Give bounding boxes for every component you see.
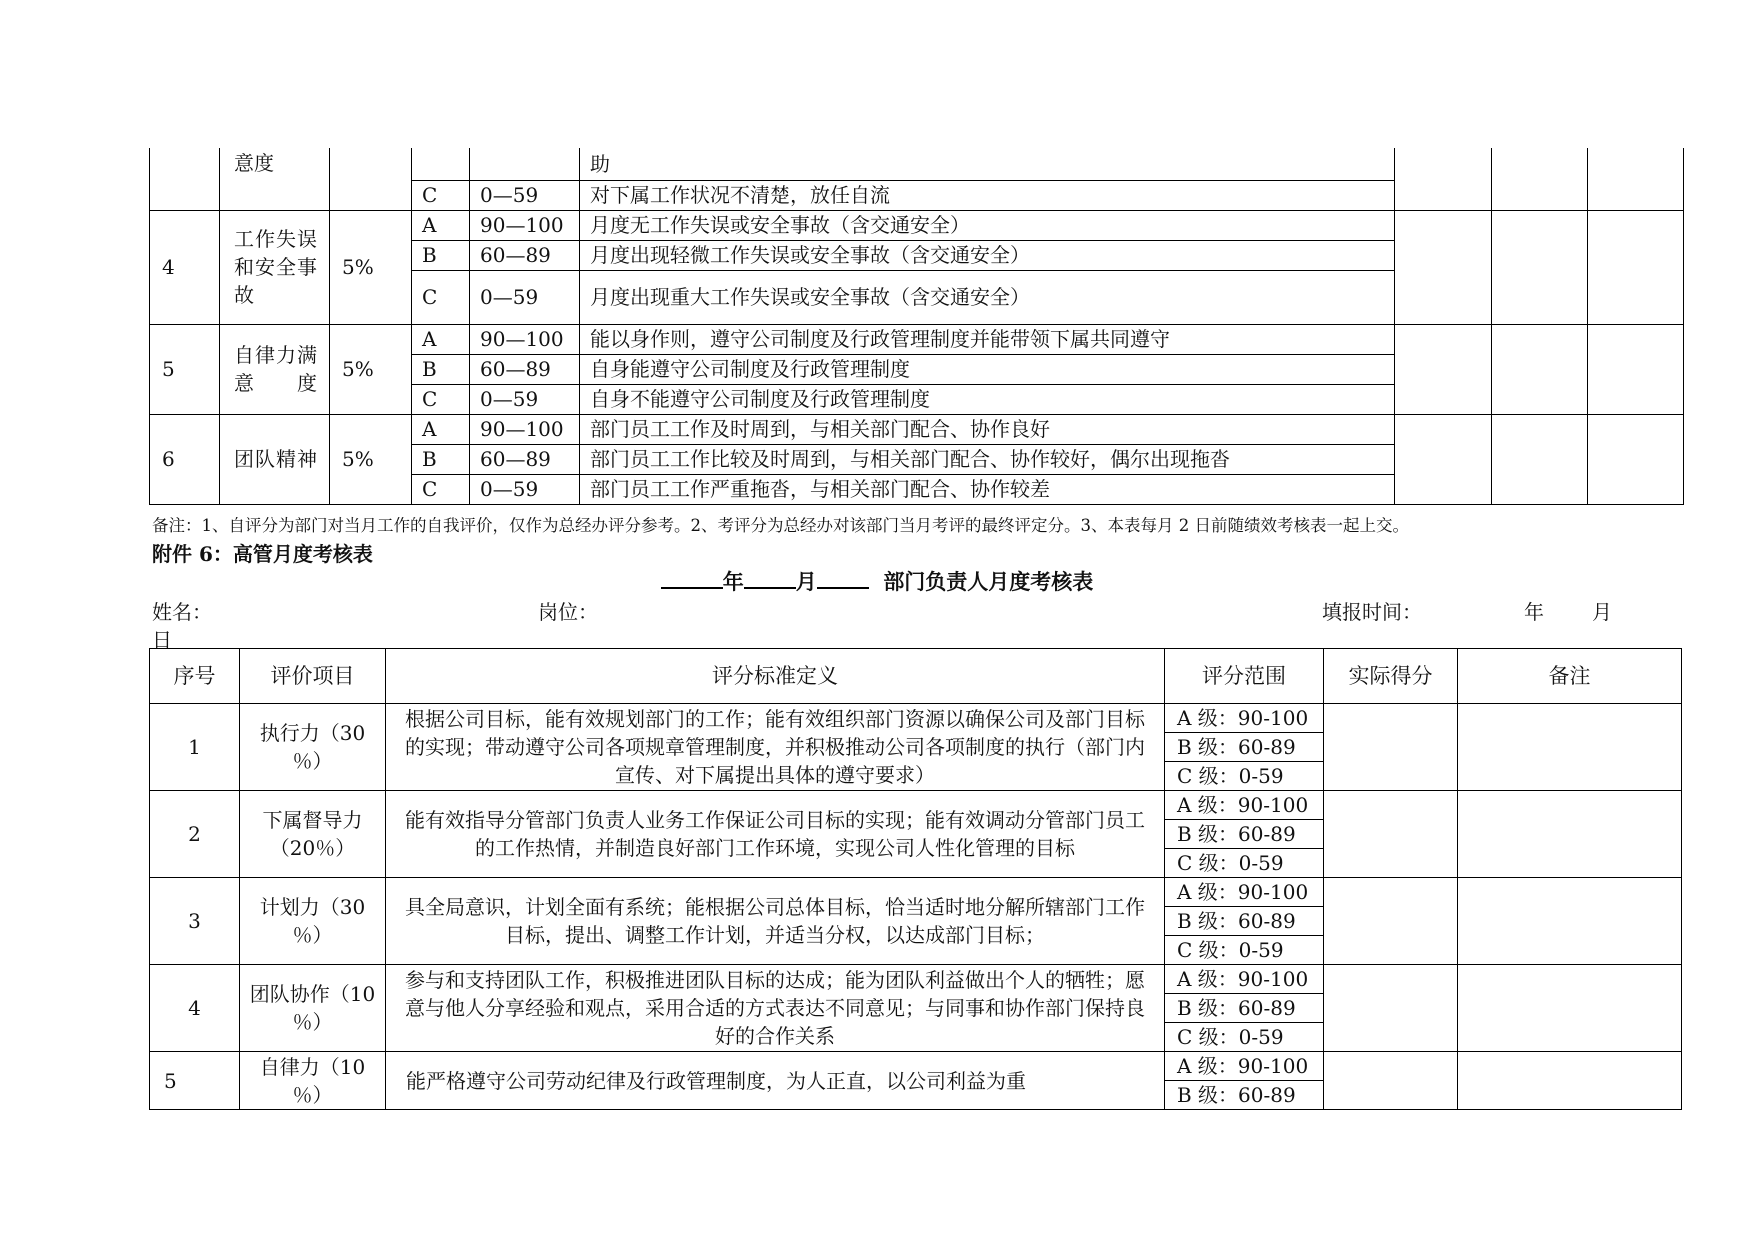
range-cell: 0—59 (470, 270, 580, 324)
row-number: 2 (150, 791, 240, 878)
remark-cell[interactable] (1458, 965, 1682, 1052)
level-cell: B 级：60-89 (1165, 733, 1324, 762)
title-year: 年 (722, 569, 744, 594)
criteria-cell: 月度无工作失误或安全事故（含交通安全） (580, 210, 1395, 240)
criteria-cell: 能以身作则，遵守公司制度及行政管理制度并能带领下属共同遵守 (580, 324, 1395, 354)
header-score: 实际得分 (1324, 649, 1458, 704)
grade-cell (412, 148, 470, 180)
score-cell (1492, 210, 1588, 324)
remark-cell[interactable] (1458, 704, 1682, 791)
range-cell: 90—100 (470, 324, 580, 354)
weight-cell (330, 148, 412, 210)
evaluation-item (240, 704, 386, 791)
grade-cell: A (412, 414, 470, 444)
range-cell: 60—89 (470, 354, 580, 384)
criteria-cell: 部门员工工作比较及时周到，与相关部门配合、协作较好，偶尔出现拖沓 (580, 444, 1395, 474)
item-line: ％） (292, 749, 333, 773)
score-cell (1395, 324, 1492, 414)
grade-cell: B (412, 240, 470, 270)
table-cell (150, 148, 220, 210)
score-cell (1492, 324, 1588, 414)
form-title (0, 566, 1754, 596)
remark-cell (1588, 414, 1684, 504)
item-line: （20％） (269, 836, 356, 860)
remark-cell[interactable] (1458, 1052, 1682, 1110)
criteria-cell: 自身能遵守公司制度及行政管理制度 (580, 354, 1395, 384)
level-cell: B 级：60-89 (1165, 1081, 1324, 1110)
range-cell (470, 148, 580, 180)
item-cell: 自律力满意度 (220, 324, 330, 414)
level-cell: C 级：0-59 (1165, 762, 1324, 791)
day-blank (817, 569, 869, 589)
item-line: ％） (292, 1082, 333, 1107)
score-cell (1395, 148, 1492, 210)
actual-score-cell[interactable] (1324, 791, 1458, 878)
range-cell: 90—100 (470, 210, 580, 240)
footnote: 备注：1、自评分为部门对当月工作的自我评价，仅作为总经办评分参考。2、考评分为总经办对该部门当月考评的最终评定分。3、本表每月 2 日前随绩效考核表一起上交。 (152, 516, 1409, 535)
item-cell: 团队精神 (220, 414, 330, 504)
header-index: 序号 (150, 649, 240, 704)
item-line: ％） (292, 923, 333, 947)
row-number: 5 (150, 1052, 240, 1110)
remark-cell (1588, 324, 1684, 414)
range-cell: 90—100 (470, 414, 580, 444)
header-item: 评价项目 (240, 649, 386, 704)
month-blank (744, 569, 796, 589)
row-number: 4 (150, 210, 220, 324)
level-cell: B 级：60-89 (1165, 994, 1324, 1023)
row-number: 6 (150, 414, 220, 504)
score-cell (1492, 148, 1588, 210)
criteria-cell: 月度出现重大工作失误或安全事故（含交通安全） (580, 270, 1395, 324)
fill-year-label: 年 (1524, 600, 1544, 624)
grade-cell: B (412, 444, 470, 474)
weight-cell: 5% (330, 210, 412, 324)
item-line: 执行力（30 (259, 721, 366, 745)
remark-cell[interactable] (1458, 791, 1682, 878)
level-cell: A 级：90-100 (1165, 965, 1324, 994)
criteria-definition: 参与和支持团队工作，积极推进团队目标的达成；能为团队利益做出个人的牺牲；愿意与他人分享经验和观点，采用合适的方式表达不同意见；与同事和协作部门保持良好的合作关系 (386, 965, 1165, 1052)
actual-score-cell[interactable] (1324, 704, 1458, 791)
criteria-cell: 助 (580, 148, 1395, 180)
row-number: 3 (150, 878, 240, 965)
grade-cell: B (412, 354, 470, 384)
evaluation-item (240, 1052, 386, 1110)
title-name: 部门负责人月度考核表 (883, 569, 1094, 594)
item-line: 自律力（10 (259, 1054, 366, 1079)
criteria-definition: 具全局意识，计划全面有系统；能根据公司总体目标，恰当适时地分解所辖部门工作目标，提出、调整工作计划，并适当分权，以达成部门目标； (386, 878, 1165, 965)
grade-cell: A (412, 324, 470, 354)
remark-cell (1588, 148, 1684, 210)
range-cell: 0—59 (470, 474, 580, 504)
item-cell: 工作失误和安全事故 (220, 210, 330, 324)
score-cell (1395, 210, 1492, 324)
level-cell: C 级：0-59 (1165, 936, 1324, 965)
level-cell: A 级：90-100 (1165, 878, 1324, 907)
level-cell: A 级：90-100 (1165, 704, 1324, 733)
grade-cell: A (412, 210, 470, 240)
criteria-cell: 自身不能遵守公司制度及行政管理制度 (580, 384, 1395, 414)
position-label: 岗位： (538, 600, 598, 624)
criteria-cell: 对下属工作状况不清楚，放任自流 (580, 180, 1395, 210)
level-cell: C 级：0-59 (1165, 849, 1324, 878)
header-range: 评分范围 (1165, 649, 1324, 704)
range-cell: 0—59 (470, 384, 580, 414)
fill-time-label: 填报时间： (1322, 600, 1422, 624)
name-label: 姓名： (152, 600, 212, 624)
row-number: 4 (150, 965, 240, 1052)
grade-cell: C (412, 384, 470, 414)
criteria-definition: 能有效指导分管部门负责人业务工作保证公司目标的实现；能有效调动分管部门员工的工作热情，并制造良好部门工作环境，实现公司人性化管理的目标 (386, 791, 1165, 878)
fill-day-label: 日 (152, 628, 172, 652)
criteria-cell: 部门员工工作严重拖沓，与相关部门配合、协作较差 (580, 474, 1395, 504)
weight-cell: 5% (330, 414, 412, 504)
item-line: ％） (292, 1010, 333, 1034)
row-number: 1 (150, 704, 240, 791)
level-cell: C 级：0-59 (1165, 1023, 1324, 1052)
range-cell: 0—59 (470, 180, 580, 210)
level-cell: B 级：60-89 (1165, 820, 1324, 849)
criteria-cell: 月度出现轻微工作失误或安全事故（含交通安全） (580, 240, 1395, 270)
evaluation-item (240, 878, 386, 965)
level-cell: A 级：90-100 (1165, 791, 1324, 820)
score-cell (1395, 414, 1492, 504)
item-line: 下属督导力 (262, 808, 363, 832)
actual-score-cell[interactable] (1324, 965, 1458, 1052)
item-line: 计划力（30 (259, 895, 366, 919)
item-line: 团队协作（10 (249, 982, 376, 1006)
row-number: 5 (150, 324, 220, 414)
grade-cell: C (412, 474, 470, 504)
grade-cell: C (412, 180, 470, 210)
previous-assessment-table (149, 148, 1684, 505)
criteria-cell: 部门员工工作及时周到，与相关部门配合、协作良好 (580, 414, 1395, 444)
fill-month-label: 月 (1592, 600, 1612, 624)
remark-cell (1588, 210, 1684, 324)
level-cell: A 级：90-100 (1165, 1052, 1324, 1081)
grade-cell: C (412, 270, 470, 324)
header-remark: 备注 (1458, 649, 1682, 704)
score-cell (1492, 414, 1588, 504)
weight-cell: 5% (330, 324, 412, 414)
year-blank (661, 569, 723, 589)
manager-assessment-table (149, 648, 1682, 1110)
title-month: 月 (795, 569, 817, 594)
attachment-title: 附件 6：高管月度考核表 (152, 542, 373, 566)
actual-score-cell[interactable] (1324, 878, 1458, 965)
range-cell: 60—89 (470, 240, 580, 270)
range-cell: 60—89 (470, 444, 580, 474)
criteria-definition: 根据公司目标，能有效规划部门的工作；能有效组织部门资源以确保公司及部门目标的实现；带动遵守公司各项规章管理制度，并积极推动公司各项制度的执行（部门内宣传、对下属提出具体的遵守要求） (386, 704, 1165, 791)
level-cell: B 级：60-89 (1165, 907, 1324, 936)
criteria-definition: 能严格遵守公司劳动纪律及行政管理制度，为人正直，以公司利益为重 (386, 1052, 1165, 1110)
actual-score-cell[interactable] (1324, 1052, 1458, 1110)
evaluation-item (240, 791, 386, 878)
header-definition: 评分标准定义 (386, 649, 1165, 704)
evaluation-item (240, 965, 386, 1052)
item-cell: 意度 (220, 148, 330, 210)
remark-cell[interactable] (1458, 878, 1682, 965)
